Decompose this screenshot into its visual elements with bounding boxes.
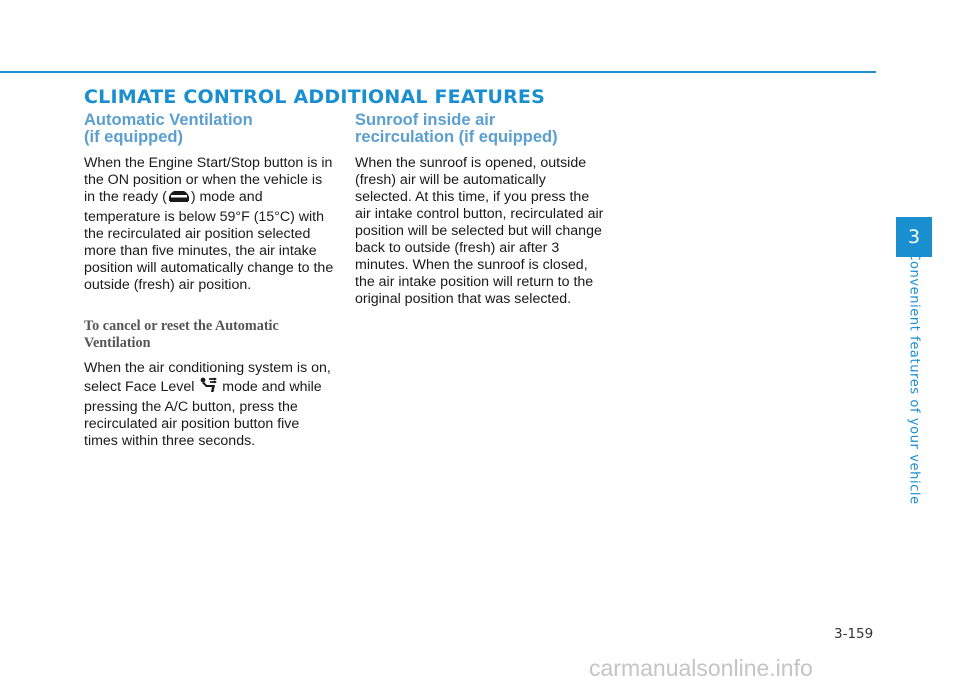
top-rule bbox=[0, 71, 876, 73]
section-title: CLIMATE CONTROL ADDITIONAL FEATURES bbox=[84, 86, 545, 108]
automatic-ventilation-paragraph bbox=[84, 155, 334, 294]
heading-line: (if equipped) bbox=[84, 128, 183, 146]
chapter-title: Convenient features of your vehicle bbox=[906, 251, 922, 505]
automatic-ventilation-heading bbox=[84, 112, 334, 146]
cancel-reset-paragraph bbox=[84, 360, 334, 450]
subheading-line: To cancel or reset the Automatic bbox=[84, 318, 279, 334]
sunroof-recirculation-heading bbox=[355, 112, 605, 146]
car-ready-icon bbox=[167, 189, 191, 209]
heading-line: Sunroof inside air bbox=[355, 111, 496, 129]
para-text: mode and while pressing the A/C button, press the recirculated air position button five times within three seconds. bbox=[84, 379, 322, 449]
watermark: carmanualsonline.info bbox=[589, 655, 813, 681]
face-level-icon bbox=[198, 377, 218, 399]
right-column bbox=[355, 112, 605, 308]
para-text: When the Engine Start/Stop button is in the ON position or when the vehicle is in the ready ( bbox=[84, 155, 333, 205]
page-number: 3-159 bbox=[834, 626, 874, 642]
chapter-number: 3 bbox=[907, 226, 921, 248]
heading-line: Automatic Ventilation bbox=[84, 111, 253, 129]
heading-line: recirculation (if equipped) bbox=[355, 128, 558, 146]
left-column bbox=[84, 112, 334, 450]
cancel-reset-subheading bbox=[84, 318, 334, 352]
subheading-line: Ventilation bbox=[84, 335, 151, 351]
sunroof-recirculation-paragraph: When the sunroof is opened, outside (fresh) air will be automatically selected. At this time, if you press the air intake control button, recirculated air position will be selected but will change back to outside (fresh) air after 3 minutes. When the sunroof is closed, the air intake position will return to the original position that was selected. bbox=[355, 155, 604, 307]
para-text: ) mode and temperature is below 59°F (15°C) with the recirculated air position selected more than five minutes, the air intake position will automatically change to the outside (fresh) air position. bbox=[84, 189, 334, 293]
para-text: When the air conditioning system is on, select Face Level bbox=[84, 360, 331, 395]
